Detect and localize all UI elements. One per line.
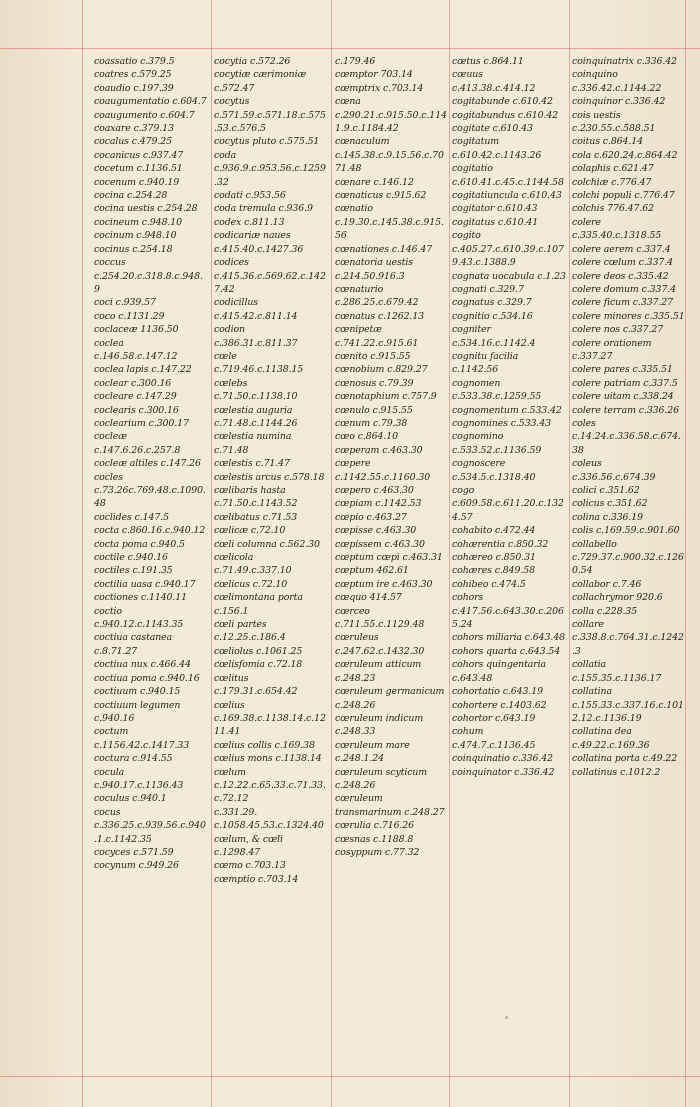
index-entry: colere terram c.336.26: [572, 404, 680, 416]
index-entry: colicus c.351.62: [572, 498, 648, 510]
index-entry: cohors quingentaria c.643.48: [452, 659, 547, 684]
index-entry: cœnum c.79.38: [335, 417, 408, 429]
column-rule-2: [331, 0, 332, 1107]
index-entry: coatres c.579.25: [94, 69, 172, 81]
index-entry: cœli partes c.12.25.c.186.4: [214, 619, 286, 644]
index-entry: cœnobium c.829.27: [335, 364, 428, 376]
index-entry: cogniter c.534.16.c.1142.4: [452, 324, 536, 349]
index-entry: cœnaturio c.286.25.c.679.42: [335, 283, 419, 309]
index-entry: coassatio c.379.5: [94, 56, 175, 67]
index-entry: coctilia uasa c.940.17: [94, 578, 196, 590]
index-entry: cœnito c.915.55: [335, 350, 411, 362]
index-entry: cœpiam c.1142.53: [335, 498, 422, 510]
index-entry: collabor c.7.46: [572, 578, 642, 590]
index-entry: colere domum c.337.4: [572, 283, 676, 295]
index-entry: cœmptor 703.14: [335, 69, 413, 81]
index-entry: cœperam c.463.30: [335, 444, 423, 456]
index-entry: coinquinator c.336.42: [452, 766, 555, 778]
index-entry: cœlestia auguria c.71.48.c.1144.26: [214, 404, 298, 429]
index-entry: cœnaculum c.145.38.c.9.15.56.c.7071.48: [335, 136, 444, 175]
index-entry: cocenum c.940.19: [94, 176, 180, 188]
index-entry: cœlisfomia c.72.18: [214, 659, 303, 671]
index-entry: coclea c.146.58.c.147.12: [94, 337, 178, 362]
index-entry: coctum c.1156.42.c.1417.33: [94, 726, 190, 751]
index-entry: coctiuum c.940.15: [94, 686, 181, 698]
index-entry: cœlibaris hasta c.71.50.c.1143.52: [214, 485, 298, 510]
index-entry: cœrulia c.716.26: [335, 820, 415, 832]
index-entry: collatia c.155.35.c.1136.17: [572, 659, 662, 684]
index-entry: cogitatum c.610.42.c.1143.26: [452, 136, 542, 161]
index-entry: cohortor c.643.19: [452, 712, 536, 724]
index-entry: colere ficum c.337.27: [572, 297, 674, 309]
index-entry: colchis 776.47.62: [572, 203, 654, 215]
index-entry: cogitator c.610.43: [452, 203, 538, 215]
index-entry: cœnotaphium c.757.9: [335, 391, 437, 403]
index-entry: cœptum ire c.463.30: [335, 578, 433, 590]
index-entry: cœo c.864.10: [335, 431, 398, 443]
index-entry: codicariæ naues c.415.40.c.1427.36: [214, 230, 304, 255]
index-entry: colla c.228.35: [572, 605, 638, 617]
index-entry: cœli columna c.562.30: [214, 538, 320, 550]
index-entry: cohors c.417.56.c.643.30.c.2065.24: [452, 592, 564, 631]
index-entry: cogitate c.610.43: [452, 123, 533, 135]
index-entry: coctile c.940.16: [94, 552, 168, 564]
index-entry: cœlibatus c.71.53: [214, 511, 298, 523]
index-entry: cohors quarta c.643.54: [452, 645, 561, 657]
index-entry: cœliolus c.1061.25: [214, 645, 303, 657]
index-column-5: [572, 55, 686, 779]
index-entry: cogitabunde c.610.42: [452, 96, 553, 108]
index-entry: cœlum c.12.22.c.65.33.c.71.33.c.72.12: [214, 766, 326, 805]
index-entry: collachrymor 920.6: [572, 592, 663, 604]
index-entry: cœlimontana porta c.156.1: [214, 592, 303, 617]
index-entry: coaxare c.379.13: [94, 123, 174, 135]
index-column-3: [335, 55, 449, 859]
index-entry: coles c.14.24.c.336.58.c.674.38: [572, 417, 681, 456]
index-entry: colere pares c.335.51: [572, 364, 673, 376]
index-entry: coaudio c.197.39: [94, 82, 174, 94]
index-entry: cœna c.290.21.c.915.50.c.1141.9.c.1184.42: [335, 96, 447, 135]
index-entry: coinquino c.336.42.c.1144.22: [572, 69, 662, 94]
index-entry: coctiua nux c.466.44: [94, 659, 191, 671]
index-entry: coctiua poma c.940.16: [94, 672, 200, 684]
index-entry: cœptum cœpi c.463.31: [335, 552, 443, 564]
index-entry: cohibeo c.474.5: [452, 578, 526, 590]
left-margin-rule: [82, 0, 83, 1107]
index-entry: cœlicus c.72.10: [214, 578, 288, 590]
index-entry: cœlestia numina c.71.48: [214, 431, 292, 456]
index-entry: cohortere c.1403.62: [452, 699, 547, 711]
index-entry: coclides c.147.5: [94, 511, 169, 523]
index-entry: coda c.936.9.c.953.56.c.1259.32: [214, 149, 326, 188]
bottom-rule-line: [0, 1076, 700, 1077]
index-entry: cœruleum scyticum c.248.26: [335, 766, 428, 791]
index-entry: cognata uocabula c.1.23: [452, 270, 566, 282]
index-entry: cois uestis c.230.55.c.588.51: [572, 109, 656, 135]
index-entry: codices c.415.36.c.569.62.c.1427.42: [214, 257, 326, 295]
index-entry: cohæres c.849.58: [452, 565, 535, 577]
index-entry: cœnipetæ c.741.22.c.915.61: [335, 324, 419, 349]
index-entry: cœlestis arcus c.578.18: [214, 471, 325, 483]
index-entry: cœnare c.146.12: [335, 176, 414, 188]
column-rule-4: [569, 0, 570, 1107]
index-entry: cocleæ altiles c.147.26: [94, 458, 201, 470]
index-entry: cocula c.940.17.c.1136.43: [94, 766, 184, 791]
index-entry: colere uitam c.338.24: [572, 391, 674, 403]
index-entry: coclearium c.300.17: [94, 417, 189, 429]
index-entry: cœlum, & cœli c.1298.47: [214, 833, 283, 858]
index-entry: cocetum c.1136.51: [94, 163, 183, 175]
index-column-2: [214, 55, 328, 886]
index-entry: colere c.335.40.c.1318.55: [572, 216, 662, 242]
index-entry: coclear c.300.16: [94, 377, 172, 389]
index-entry: cœsnas c.1188.8: [335, 833, 414, 845]
index-entry: cœtus c.864.11: [452, 56, 524, 67]
index-entry: cosyppum c.77.32: [335, 846, 420, 858]
index-entry: collatina c.155.33.c.337.16.c.1012.12.c.1136.19: [572, 686, 684, 724]
index-entry: coclaceæ 1136.50: [94, 324, 179, 336]
index-entry: cœpio c.463.27: [335, 511, 407, 523]
index-entry: cohum c.474.7.c.1136.45: [452, 726, 536, 751]
index-entry: cogitatus c.610.41: [452, 216, 539, 228]
index-entry: cœnaticus c.915.62: [335, 190, 427, 202]
index-entry: coctiua castanea c.8.71.27: [94, 632, 173, 657]
index-entry: coclea lapis c.147.22: [94, 364, 192, 376]
index-entry: cœpissem c.463.30: [335, 538, 425, 550]
index-entry: colis c.169.59.c.901.60: [572, 525, 680, 537]
index-entry: coitus c.864.14: [572, 136, 644, 148]
index-entry: colere aerem c.337.4: [572, 243, 671, 255]
index-entry: collare c.338.8.c.764.31.c.1242.3: [572, 619, 684, 657]
paper-speck: [505, 1016, 508, 1019]
index-entry: cœlebs c.71.50.c.1138.10: [214, 377, 298, 403]
index-entry: coctio c.940.12.c.1143.35: [94, 605, 184, 631]
index-entry: collabello c.729.37.c.900.32.c.1260.54: [572, 538, 684, 577]
index-entry: cœruleum indicum c.248.33: [335, 712, 424, 738]
index-entry: cœruleus c.247.62.c.1432.30: [335, 632, 425, 657]
index-entry: cœuus c.413.38.c.414.12: [452, 69, 536, 94]
index-entry: cocleæ c.147.6.26.c.257.8: [94, 431, 181, 456]
index-entry: coci c.939.57: [94, 297, 156, 309]
index-entry: cognomen c.533.38.c.1259.55: [452, 377, 542, 403]
index-entry: cohærentia c.850.32: [452, 538, 549, 550]
index-entry: cognomentum c.533.42: [452, 404, 562, 416]
index-entry: cœlicæ c.72.10: [214, 525, 286, 537]
index-entry: cœnatio c.19.30.c.145.38.c.915.56: [335, 203, 444, 242]
index-entry: cœmptrix c.703.14: [335, 82, 424, 94]
index-entry: colina c.336.19: [572, 511, 644, 523]
index-entry: cocyces c.571.59: [94, 846, 174, 858]
index-entry: c.331.29. c.1058.45.53.c.1324.40: [214, 806, 324, 832]
index-entry: cocytus c.571.59.c.571.18.c.575.53.c.576.5: [214, 96, 326, 135]
index-entry: coda tremula c.936.9: [214, 203, 313, 215]
index-entry: cocynum c.949.26: [94, 860, 179, 872]
index-entry: cœlitus c.179.31.c.654.42: [214, 672, 298, 698]
index-entry: cognitio c.534.16: [452, 310, 533, 322]
index-entry: coclearis c.300.16: [94, 404, 179, 416]
index-entry: cœruleum germanicum c.248.26: [335, 686, 445, 711]
index-column-4: [452, 55, 566, 779]
index-entry: cocta poma c.940.5: [94, 538, 185, 550]
index-entry: colici c.351.62: [572, 485, 640, 496]
index-entry: cocles c.73.26c.769.48.c.1090.48: [94, 471, 206, 510]
index-entry: cœnatoria uestis c.214.50.916.3: [335, 257, 413, 282]
index-entry: coctiles c.191.35: [94, 565, 173, 577]
index-entry: cœlicola c.71.49.c.337.10: [214, 552, 292, 577]
index-entry: cognomines c.533.43: [452, 417, 551, 429]
index-entry: cœle c.719.46.c.1138.15: [214, 350, 304, 376]
index-entry: coculus c.940.1: [94, 793, 167, 805]
top-rule-line: [0, 48, 700, 49]
index-entry: coleus c.336.56.c.674.39: [572, 458, 656, 483]
index-column-1: [94, 55, 208, 873]
index-entry: colere minores c.335.51: [572, 310, 685, 322]
index-entry: cogitatio c.610.41.c.45.c.1144.58: [452, 163, 564, 188]
index-entry: coinquinatio c.336.42: [452, 753, 553, 765]
index-entry: codicillus c.415.42.c.811.14: [214, 297, 298, 322]
index-entry: cœpisse c.463.30: [335, 525, 417, 537]
index-entry: coctiones c.1140.11: [94, 592, 188, 604]
index-entry: collatina porta c.49.22: [572, 753, 678, 765]
index-entry: cocleare c.147.29: [94, 391, 177, 403]
index-entry: cœnatus c.1262.13: [335, 310, 425, 322]
index-entry: cocinus c.254.18: [94, 243, 173, 255]
index-entry: cœmo c.703.13: [214, 860, 286, 872]
index-entry: cola c.620.24.c.864.42: [572, 149, 678, 161]
index-entry: cohæreo c.850.31: [452, 552, 536, 564]
index-entry: cogo c.609.58.c.611.20.c.1324.57: [452, 485, 564, 523]
index-entry: coinquinatrix c.336.42: [572, 56, 677, 67]
index-entry: collatina dea c.49.22.c.169.36: [572, 726, 650, 751]
index-entry: cogitabundus c.610.42: [452, 109, 559, 121]
index-entry: colchi populi c.776.47: [572, 190, 675, 202]
index-entry: cogito c.405.27.c.610.39.c.1079.43.c.1388.9: [452, 230, 564, 269]
index-entry: cocus c.336.25.c.939.56.c.940.1.c.1142.35: [94, 806, 206, 845]
index-entry: coaugumentatio c.604.7: [94, 96, 207, 108]
index-entry: cœmptio c.703.14: [214, 873, 299, 885]
index-entry: colere patriam c.337.5: [572, 377, 678, 389]
index-entry: cœrceo c.711.55.c.1129.48: [335, 605, 425, 631]
index-entry: cœlius c.169.38.c.1138.14.c.1211.41: [214, 699, 326, 738]
index-entry: cœlestis c.71.47: [214, 458, 290, 470]
index-entry: codex c.811.13: [214, 216, 285, 228]
index-entry: cocanicus c.937.47: [94, 149, 184, 161]
index-entry: cognomino c.533.52.c.1136.59: [452, 431, 542, 456]
index-entry: coaugumento c.604.7: [94, 109, 195, 121]
index-entry: cocineum c.948.10: [94, 216, 182, 228]
index-entry: codion c.386.31.c.811.37: [214, 324, 298, 349]
index-entry: cœruleum atticum c.248.23: [335, 659, 422, 684]
index-entry: c.179.46: [335, 56, 376, 67]
index-entry: cœpero c.463.30: [335, 485, 414, 496]
index-entry: coco c.1131.29: [94, 310, 165, 322]
index-entry: cocytiæ cærimoniæ c.572.47: [214, 69, 307, 94]
index-entry: cocytus pluto c.575.51: [214, 136, 320, 148]
index-entry: cœnosus c.79.39: [335, 377, 414, 389]
index-entry: cocta c.860.16.c.940.12: [94, 525, 206, 537]
index-entry: colere cœlum c.337.4: [572, 257, 673, 269]
index-entry: coinquinor c.336.42: [572, 96, 666, 108]
index-entry: cœpere c.1142.55.c.1160.30: [335, 458, 431, 483]
index-entry: colere deos c.335.42: [572, 270, 669, 282]
index-entry: cognitu facilia c.1142.56: [452, 350, 519, 376]
index-entry: colere orationem c.337.27: [572, 337, 652, 362]
index-entry: cœlius mons c.1138.14: [214, 753, 322, 765]
index-entry: cohortatio c.643.19: [452, 686, 543, 698]
index-entry: colchiæ c.776.47: [572, 176, 652, 188]
index-entry: cocina c.254.28: [94, 190, 168, 202]
index-entry: cognoscere c.534.5.c.1318.40: [452, 458, 536, 483]
index-entry: cœnulo c.915.55: [335, 404, 413, 416]
index-entry: colaphis c.621.47: [572, 163, 654, 175]
index-entry: coctiuum legumen c.940.16: [94, 699, 181, 724]
index-entry: cocinum c.948.10: [94, 230, 177, 242]
index-entry: cocina uestis c.254.28: [94, 203, 198, 215]
index-entry: cognatus c.329.7: [452, 297, 532, 309]
index-entry: coccus c.254.20.c.318.8.c.948.9: [94, 257, 203, 295]
index-entry: cœptum 462.61: [335, 565, 409, 577]
index-entry: codati c.953.56: [214, 190, 286, 202]
index-entry: cognati c.329.7: [452, 283, 524, 295]
index-entry: cocalus c.479.25: [94, 136, 172, 148]
index-entry: cohabito c.472.44: [452, 525, 536, 537]
column-rule-3: [449, 0, 450, 1107]
index-entry: cogitatiuncula c.610.43: [452, 190, 562, 202]
index-entry: cœruleum transmarinum c.248.27: [335, 793, 445, 818]
column-rule-1: [211, 0, 212, 1107]
index-entry: cœquo 414.57: [335, 592, 402, 604]
index-entry: cœruleum mare c.248.1.24: [335, 739, 410, 765]
index-entry: coctura c.914.55: [94, 753, 173, 765]
index-entry: cœlius collis c.169.38: [214, 739, 315, 751]
index-entry: cœnationes c.146.47: [335, 243, 433, 255]
index-entry: cohors miliaria c.643.48: [452, 632, 566, 644]
index-entry: collatinus c.1012.2: [572, 766, 661, 778]
index-entry: cocytia c.572.26: [214, 56, 291, 67]
index-entry: colere nos c.337.27: [572, 324, 664, 336]
